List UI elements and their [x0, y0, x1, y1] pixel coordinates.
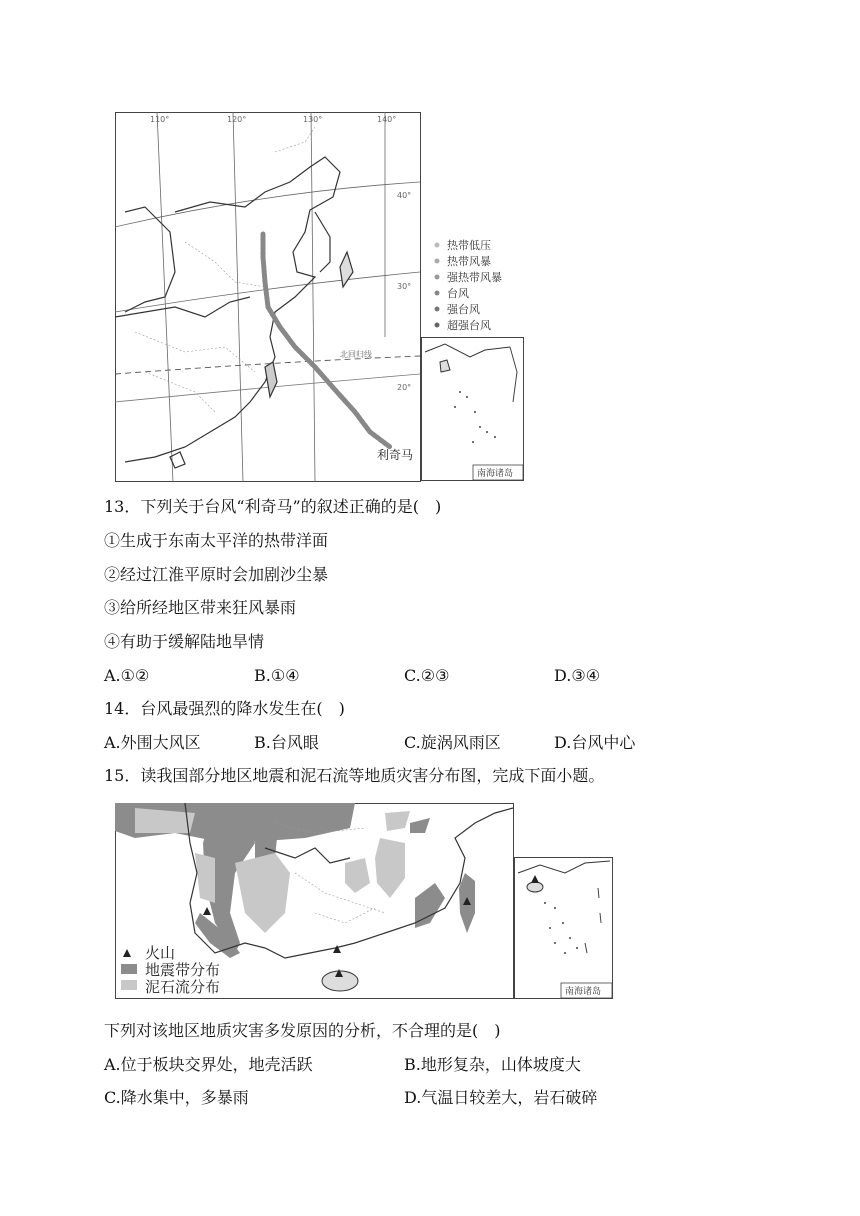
legend-typhoon: 台风 [447, 287, 469, 300]
q13-stem: 13．下列关于台风“利奇马”的叙述正确的是( ) [104, 497, 442, 516]
q14-option-a[interactable]: A.外围大风区 [104, 733, 201, 752]
lon-label-130: 130° [303, 115, 323, 124]
q13-option-b[interactable]: B.①④ [254, 666, 300, 685]
lat-label-40: 40° [397, 191, 412, 200]
legend-severe-tropical-storm: 强热带风暴 [447, 271, 502, 284]
legend-earthquake-belt: 地震带分布 [145, 961, 221, 979]
q13-item-2: ②经过江淮平原时会加剧沙尘暴 [104, 565, 329, 584]
lon-label-110: 110° [150, 115, 170, 124]
legend-super-typhoon: 超强台风 [447, 319, 491, 332]
q14-option-c[interactable]: C.旋涡风雨区 [404, 733, 501, 752]
lat-label-20: 20° [397, 383, 412, 392]
q13-item-1: ①生成于东南太平洋的热带洋面 [104, 531, 329, 550]
lon-label-120: 120° [227, 115, 247, 124]
legend-severe-typhoon: 强台风 [447, 303, 480, 316]
q15-question: 下列对该地区地质灾害多发原因的分析，不合理的是( ) [104, 1021, 501, 1040]
q14-option-d[interactable]: D.台风中心 [554, 733, 636, 752]
lon-label-140: 140° [377, 115, 397, 124]
q13-item-4: ④有助于缓解陆地旱情 [104, 632, 265, 651]
q13-option-c[interactable]: C.②③ [404, 666, 450, 685]
q14-option-b[interactable]: B.台风眼 [254, 733, 319, 752]
q13-item-3: ③给所经地区带来狂风暴雨 [104, 598, 297, 617]
q14-stem: 14．台风最强烈的降水发生在( ) [104, 699, 345, 718]
legend-volcano: 火山 [145, 944, 176, 962]
south-china-sea-inset-2 [515, 858, 613, 999]
q15-option-b[interactable]: B.地形复杂，山体坡度大 [404, 1055, 581, 1074]
south-china-sea-inset [422, 338, 524, 481]
q15-stem: 15．读我国部分地区地震和泥石流等地质灾害分布图，完成下面小题。 [104, 766, 605, 785]
inset-label-2: 南海诸岛 [565, 987, 602, 997]
typhoon-name-label: 利奇马 [377, 448, 414, 462]
q15-option-d[interactable]: D.气温日较差大，岩石破碎 [404, 1088, 598, 1107]
q15-option-a[interactable]: A.位于板块交界处，地壳活跃 [104, 1055, 313, 1074]
legend-debris-flow: 泥石流分布 [145, 978, 221, 996]
legend-tropical-depression: 热带低压 [447, 239, 491, 252]
lat-label-30: 30° [397, 282, 412, 291]
q15-option-c[interactable]: C.降水集中，多暴雨 [104, 1088, 249, 1107]
tropic-label: 北回归线 [340, 350, 372, 359]
inset-label: 南海诸岛 [477, 469, 514, 479]
typhoon-track-map [115, 112, 525, 482]
legend-tropical-storm: 热带风暴 [447, 255, 491, 268]
q13-option-a[interactable]: A.①② [104, 666, 150, 685]
geohazard-map [115, 803, 615, 999]
q13-option-d[interactable]: D.③④ [554, 666, 601, 685]
